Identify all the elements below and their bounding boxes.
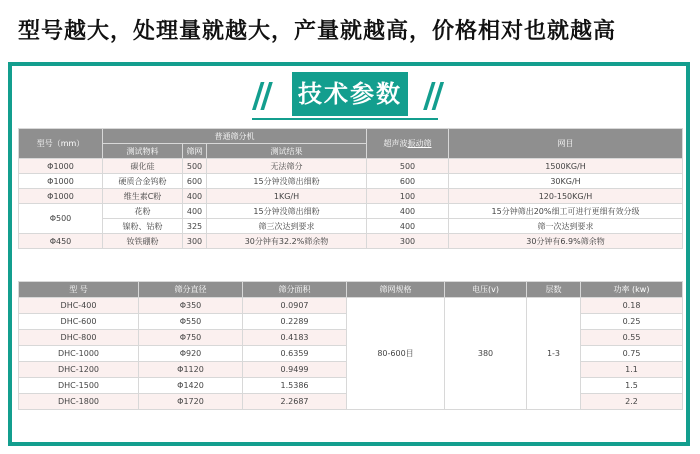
cell-ultra: 400 [367, 204, 449, 219]
cell-model: DHC-800 [19, 330, 139, 346]
cell-area: 2.2687 [243, 394, 347, 410]
cell-mesh: 300 [183, 234, 207, 249]
col-header-power: 功率 (kw) [581, 282, 683, 298]
cell-area: 0.6359 [243, 346, 347, 362]
col-header-type: 型 号 [19, 282, 139, 298]
cell-model: Φ450 [19, 234, 103, 249]
table-row [19, 219, 683, 234]
cell-result: 无法筛分 [207, 159, 367, 174]
ultrasonic-label: 超声波 [383, 139, 408, 148]
banner-left-deco: // [252, 76, 269, 116]
cell-result: 15分钟没筛出细粉 [207, 204, 367, 219]
table-row [19, 189, 683, 204]
col-header-model: 型号（mm） [19, 129, 103, 159]
cell-material: 花粉 [103, 204, 183, 219]
col-header-mesh: 筛网 [183, 144, 207, 159]
cell-aperture: 筛一次达到要求 [449, 219, 683, 234]
cell-layers: 1-3 [527, 298, 581, 410]
col-header-normal-screener: 普通筛分机 [103, 129, 367, 144]
cell-area: 0.9499 [243, 362, 347, 378]
banner-right-deco: // [423, 76, 440, 116]
cell-model: Φ500 [19, 204, 103, 234]
cell-area: 1.5386 [243, 378, 347, 394]
col-header-mesh-spec: 筛网规格 [347, 282, 445, 298]
cell-mesh: 400 [183, 189, 207, 204]
cell-aperture: 30KG/H [449, 174, 683, 189]
cell-power: 0.18 [581, 298, 683, 314]
cell-power: 1.5 [581, 378, 683, 394]
cell-ultra: 300 [367, 234, 449, 249]
cell-result: 1KG/H [207, 189, 367, 204]
cell-model: DHC-1500 [19, 378, 139, 394]
cell-area: 0.4183 [243, 330, 347, 346]
table-row [19, 204, 683, 219]
cell-mesh: 325 [183, 219, 207, 234]
cell-model: DHC-400 [19, 298, 139, 314]
cell-voltage: 380 [445, 298, 527, 410]
cell-diameter: Φ550 [139, 314, 243, 330]
vibrating-screen-link[interactable]: 振动筛 [407, 139, 432, 148]
cell-ultra: 600 [367, 174, 449, 189]
table-row [19, 298, 683, 314]
cell-aperture: 1500KG/H [449, 159, 683, 174]
col-header-ultrasonic [367, 129, 449, 159]
section-banner [252, 72, 438, 120]
col-header-aperture: 网目 [449, 129, 683, 159]
cell-model: Φ1000 [19, 189, 103, 204]
cell-model: DHC-1800 [19, 394, 139, 410]
cell-ultra: 500 [367, 159, 449, 174]
cell-diameter: Φ1420 [139, 378, 243, 394]
cell-material: 钕铁硼粉 [103, 234, 183, 249]
cell-ultra: 400 [367, 219, 449, 234]
cell-aperture: 120-150KG/H [449, 189, 683, 204]
cell-aperture: 30分钟有6.9%筛余物 [449, 234, 683, 249]
cell-model: DHC-1000 [19, 346, 139, 362]
cell-aperture: 15分钟筛出20%细工可进行更细有效分级 [449, 204, 683, 219]
table-row [19, 234, 683, 249]
cell-power: 0.25 [581, 314, 683, 330]
col-header-voltage: 电压(v) [445, 282, 527, 298]
cell-area: 0.0907 [243, 298, 347, 314]
cell-model: Φ1000 [19, 159, 103, 174]
cell-mesh-spec: 80-600目 [347, 298, 445, 410]
section-title: 技术参数 [292, 72, 408, 116]
cell-ultra: 100 [367, 189, 449, 204]
model-spec-table [18, 281, 683, 410]
col-header-layers: 层数 [527, 282, 581, 298]
cell-model: DHC-600 [19, 314, 139, 330]
cell-model: Φ1000 [19, 174, 103, 189]
cell-material: 碳化硅 [103, 159, 183, 174]
col-header-result: 测试结果 [207, 144, 367, 159]
cell-material: 镍粉、钴粉 [103, 219, 183, 234]
cell-power: 1.1 [581, 362, 683, 378]
table-row [19, 159, 683, 174]
col-header-material: 测试物料 [103, 144, 183, 159]
cell-model: DHC-1200 [19, 362, 139, 378]
cell-diameter: Φ1120 [139, 362, 243, 378]
cell-material: 硬质合金钨粉 [103, 174, 183, 189]
cell-power: 0.55 [581, 330, 683, 346]
test-comparison-table [18, 128, 683, 249]
cell-mesh: 400 [183, 204, 207, 219]
cell-result: 15分钟没筛出细粉 [207, 174, 367, 189]
cell-material: 维生素C粉 [103, 189, 183, 204]
col-header-area: 筛分面积 [243, 282, 347, 298]
cell-mesh: 500 [183, 159, 207, 174]
cell-diameter: Φ350 [139, 298, 243, 314]
cell-result: 30分钟有32.2%筛余物 [207, 234, 367, 249]
cell-diameter: Φ920 [139, 346, 243, 362]
page-headline: 型号越大，处理量就越大，产量就越高，价格相对也就越高 [18, 19, 617, 44]
cell-diameter: Φ1720 [139, 394, 243, 410]
cell-power: 0.75 [581, 346, 683, 362]
cell-result: 筛三次达到要求 [207, 219, 367, 234]
cell-mesh: 600 [183, 174, 207, 189]
col-header-diameter: 筛分直径 [139, 282, 243, 298]
table-row [19, 174, 683, 189]
cell-diameter: Φ750 [139, 330, 243, 346]
cell-power: 2.2 [581, 394, 683, 410]
cell-area: 0.2289 [243, 314, 347, 330]
